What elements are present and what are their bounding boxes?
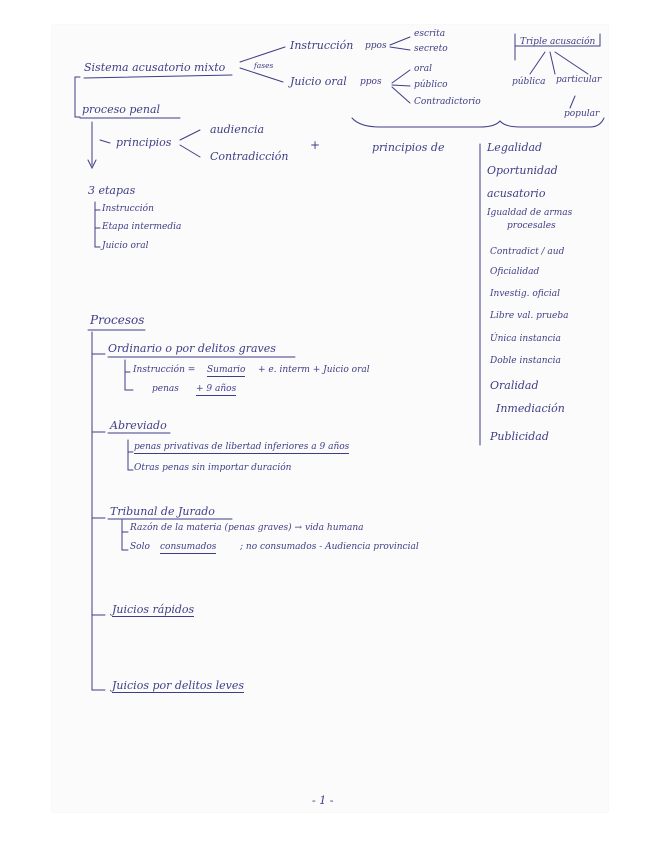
contradictorio-label: Contradictorio [414,97,481,107]
ppos-label-2: ppos [360,77,382,87]
popular-label: popular [564,109,600,119]
secreto-label: secreto [414,44,448,54]
jurado-consumados-label: consumados [160,542,217,552]
ordinario-heading: Ordinario o por delitos graves [108,342,276,355]
contradiccion-label: Contradicción [210,150,289,163]
etapa-item: Etapa intermedia [102,222,182,232]
particular-label: particular [556,75,602,85]
jurado-razon-materia: Razón de la materia (penas graves) → vida humana [130,523,364,533]
abreviado-otras-penas: Otras penas sin importar duración [134,463,292,473]
triple-acusacion-title: Triple acusación [520,37,596,47]
sumario-label: Sumario [207,365,246,375]
principle-item: Oportunidad [487,164,558,177]
principle-item: Libre val. prueba [490,311,569,321]
abreviado-penas-privativas: penas privativas de libertad inferiores a 9 años [134,442,350,452]
plus-sign: + [310,138,321,152]
fases-label: fases [254,61,274,70]
principle-item: Oralidad [490,379,539,392]
sistema-acusatorio-heading: Sistema acusatorio mixto [84,61,226,74]
jurado-no-consumados-label: ; no consumados - Audiencia provincial [240,542,419,552]
abreviado-heading: Abreviado [110,419,167,432]
principle-item: acusatorio [487,187,546,200]
jurado-solo-label: Solo [130,542,150,552]
principios-label: principios [116,136,172,149]
principios-de-label: principios de [372,141,445,154]
juicio-oral-label: Juicio oral [290,75,347,88]
principle-item: Investig. oficial [490,289,560,299]
juicios-rapidos-heading: Juicios rápidos [112,603,195,616]
principle-item: Contradict / aud [490,247,565,257]
ppos-label-1: ppos [365,41,387,51]
procesos-heading: Procesos [90,313,145,327]
proceso-penal-heading: proceso penal [82,103,161,116]
jurado-heading: Tribunal de Jurado [110,505,215,518]
page-number: - 1 - [312,794,334,807]
penas-label: penas [152,384,179,394]
oral-label: oral [414,64,432,74]
e-interm-juicio-label: + e. interm + Juicio oral [258,365,370,375]
principle-item: Inmediación [496,402,565,415]
juicios-delitos-leves-heading: Juicios por delitos leves [112,679,245,692]
principle-item: Legalidad [487,141,543,154]
principle-item-continuation: procesales [507,221,556,231]
instruccion-label: Instrucción [290,39,354,52]
publica-label: pública [512,77,546,87]
principle-item: Oficialidad [490,267,540,277]
etapa-item: Juicio oral [102,241,149,251]
etapa-item: Instrucción [102,204,154,214]
publico-label: público [414,80,448,90]
mas-9-anos-label: + 9 años [196,384,237,394]
escrita-label: escrita [414,29,446,39]
etapas-heading: 3 etapas [88,184,136,197]
principle-item: Única instancia [490,334,561,344]
principle-item: Igualdad de armas [487,208,573,218]
principle-item: Publicidad [490,430,549,443]
principle-item: Doble instancia [490,356,561,366]
instruccion-sumario-label: Instrucción = [133,365,196,375]
audiencia-label: audiencia [210,123,265,136]
